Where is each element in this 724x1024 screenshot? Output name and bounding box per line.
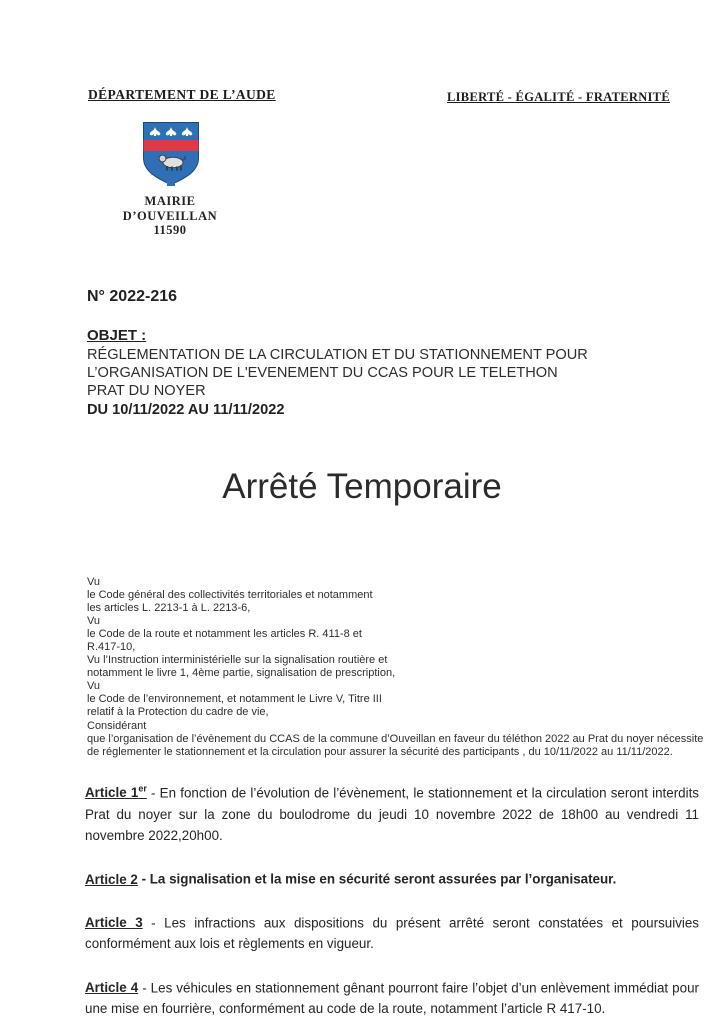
vu-line: Considérant — [87, 719, 147, 732]
objet-line: L’ORGANISATION DE L'EVENEMENT DU CCAS POUR LE TELETHON — [87, 365, 558, 382]
vu-line: Vu — [87, 576, 101, 588]
shield-tip — [167, 182, 175, 186]
vu-line: le Code général des collectivités territoriales et notamment — [87, 589, 373, 602]
article-1-label: Article 1 — [85, 785, 139, 801]
vu-line: le Code de la route et notamment les articles R. 411-8 et — [87, 628, 362, 641]
decree-number: N° 2022-216 — [87, 288, 178, 305]
article-3 — [85, 909, 699, 955]
vu-line: de réglementer le stationnement et la circulation pour assurer la sécurité des participants , du 10/11/2022 au 11/11/2022. — [87, 745, 673, 758]
mairie-line: D’OUVEILLAN — [122, 208, 218, 223]
objet-section — [87, 327, 647, 419]
coat-of-arms-icon — [142, 121, 200, 187]
objet-dates: DU 10/11/2022 AU 11/11/2022 — [87, 401, 285, 418]
department-header: DÉPARTEMENT DE L’AUDE — [88, 87, 276, 102]
vu-line: relatif à la Protection du cadre de vie, — [87, 706, 269, 719]
vu-line: notamment le livre 1, 4ème partie, signalisation de prescription, — [87, 667, 396, 680]
article-1 — [85, 779, 699, 846]
article-4-text: - Les véhicules en stationnement gênant pourront faire l’objet d’un enlèvement immédiat pour une mise en fourrière, conformément au code de la route, notamment l’article R 417-10. — [85, 980, 699, 1017]
vu-line: Vu — [87, 615, 101, 628]
vu-line: le Code de l’environnement, et notamment le Livre V, Titre III — [87, 693, 382, 706]
objet-label: OBJET : — [87, 327, 147, 344]
vu-line: Vu l’Instruction interministérielle sur la signalisation routière et — [87, 654, 388, 667]
motto-header: LIBERTÉ - ÉGALITÉ - FRATERNITÉ — [447, 90, 670, 104]
mairie-block — [105, 194, 235, 238]
vu-line: que l’organisation de l’évènement du CCAS de la commune d’Ouveillan en faveur du téléthon 2022 au Prat du noyer nécessite — [87, 732, 704, 745]
red-band — [144, 140, 199, 151]
article-1-text: - En fonction de l’évolution de l’évènement, le stationnement et la circulation seront interdits Prat du noyer sur la zone du boulodrome du jeudi 10 novembre 2022 de 18h00 au vendredi 11 novembre 2022,20h00. — [85, 785, 699, 843]
article-2-label: Article 2 — [85, 871, 138, 887]
mairie-line: 11590 — [153, 223, 187, 237]
article-1-sup: er — [138, 784, 147, 794]
vu-considerant-block — [87, 576, 707, 759]
article-4-label: Article 4 — [85, 980, 139, 996]
article-2 — [85, 865, 699, 890]
article-3-text: - Les infractions aux dispositions du présent arrêté seront constatées et poursuivies conformément aux lois et règlements en vigueur. — [85, 915, 700, 952]
vu-line: les articles L. 2213-1 à L. 2213-6, — [87, 602, 251, 615]
article-3-label: Article 3 — [85, 915, 143, 931]
objet-line: RÉGLEMENTATION DE LA CIRCULATION ET DU STATIONNEMENT POUR — [87, 347, 588, 363]
article-4 — [85, 974, 699, 1020]
mairie-line: MAIRIE — [144, 194, 196, 208]
page-title: Arrêté Temporaire — [222, 467, 502, 506]
vu-line: Vu — [87, 680, 101, 693]
objet-line: PRAT DU NOYER — [87, 383, 206, 400]
articles-section — [85, 779, 699, 1024]
article-2-text: - La signalisation et la mise en sécurité seront assurées par l’organisateur. — [137, 871, 617, 887]
vu-line: R.417-10, — [87, 641, 136, 654]
